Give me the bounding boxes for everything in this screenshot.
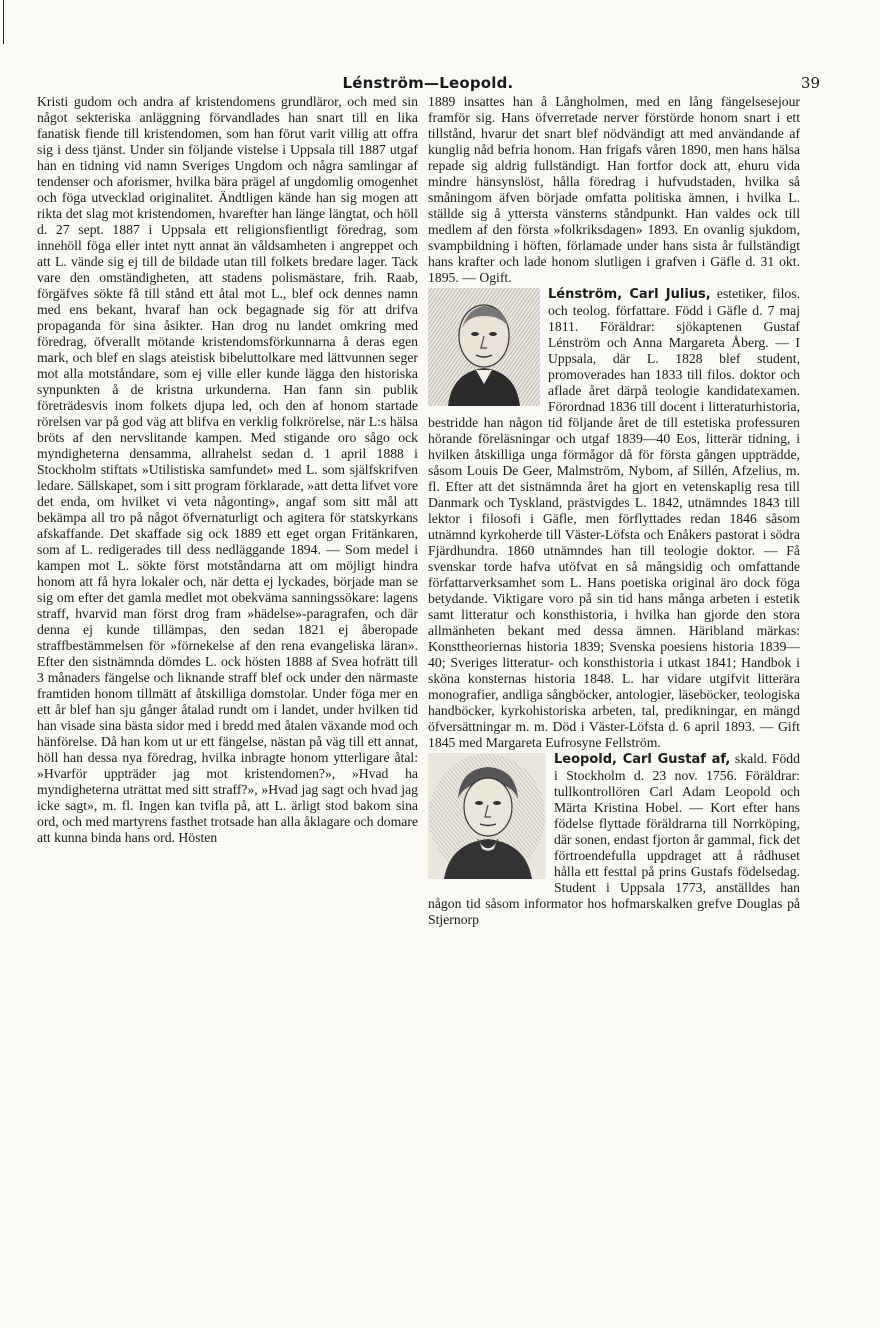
leopold-entry-text: skald. Född i Stockholm d. 23 nov. 1756. Föräldrar: tullkontrollören Carl Adam Leopold och Märta Kristina Hobel. — Kort efter hans födelse flyttade föräldrarna till Norrköping, där sonen, endast fjorton år gammal, fick det förtroendefulla uppdraget att å rådhuset hålla ett festtal på prins Gustafs födelsedag. Student i Uppsala 1773, anställdes han någon tid såsom informator hos hofmarskalken grefve Douglas på Stjernorp bbox=[428, 751, 800, 927]
lenstrom-entry-text: estetiker, filos. och teolog. författare. Född i Gäfle d. 7 maj 1811. Föräldrar: sjökaptenen Gustaf Lénström och Anna Margareta Åberg. — I Uppsala, där L. 1828 blef student, promoverades han 1833 till filos. doktor och aflade året därpå teologie kandidatexamen. Förordnad 1836 till docent i litteraturhistoria, bestridde han någon tid följande året de till estetiska professuren hörande föreläsningar och utgaf 1839—40 Eos, litterär tidning, i hvilken åtskilliga unga förmågor då för första gången uppträdde, såsom Louis De Geer, Malmström, Nybom, af Sillén, Afzelius, m. fl. Efter att det sistnämnda året ha gjort en vetenskaplig resa till Danmark och Tyskland, prästvigdes L. 1842, utnämndes 1843 till lektor i filosofi i Gäfle, men förflyttades redan 1846 såsom utnämnd kyrkoherde till Väster-Löfsta och Enåkers pastorat i södra Fjärdhundra. 1860 utnämndes han till teologie doktor. — Få svenskar torde hafva utöfvat en så mångsidig och omfattande författarverksamhet som L. Hans poetiska original äro dock föga betydande. Viktigare voro på sin tid hans många arbeten i estetik samt litteratur och konsthistoria, i hvilka han gjorde den stora allmänheten bekant med dessa ämnen. Häribland märkas: Konsttheoriernas historia 1839; Svenska poesiens historia 1839—40; Sveriges litteratur- och konsthistoria i utkast 1841; Handbok i sköna konsternas historia 1848. L. har vidare utgifvit litterära monografier, andliga sångböcker, antologier, läseböcker, teologiska handböcker, kyrkohistoriska arbeten, tal, predikningar, en mängd öfversättningar m. m. Död i Väster-Löfsta d. 6 april 1893. — Gift 1845 med Margareta Eufrosyne Fellström. bbox=[428, 286, 800, 750]
portrait-lenstrom-icon bbox=[428, 288, 540, 406]
left-column bbox=[37, 94, 418, 846]
lenstrom-entry-head: Lénström, Carl Julius, bbox=[548, 287, 711, 302]
left-column-text: Kristi gudom och andra af kristendomens grundläror, och med sin något sekteriska anläggning förvandlades han snart till en lika fanatisk fiende till kristendomen, som han förut varit villig att offra sig i dess tjänst. Under sin följande vistelse i Uppsala till 1887 utgaf han en tidning vid namn Sveriges Ungdom och några samlingar af tendenser och aforismer, hvilka bära prägel af ungdomlig omogenhet och föga utvecklad originalitet. Ändtligen kände han sig mogen att rikta det slag mot kristendomen, hvarefter han länge längtat, och höll d. 27 sept. 1887 i Uppsala ett religionsfientligt föredrag, som innehöll föga eller intet nytt annat än våldsamheten i angreppet och att L. vände sig ej till de bildade utan till folkets bredare lager. Tack vare den omständigheten, att stadens polismästare, frih. Raab, förgäfves sökte få till stånd ett åtal mot L., blef ock dennes namn med ens bekant, hvaraf han ock begagnade sig för att drifva propaganda för sina åsikter. Han drog nu landet omkring med föredrag, öfverallt mötande kristendomsförkunnarna å deras egen mark, och blef en slags ateistisk bibeluttolkare med lättvunnen seger mot alla motståndare, som ej ville eller kunde lägga den historiska synpunkten å de kristna urkunderna. Han fann sin publik företrädesvis inom folkets djupa led, och den af honom startade rörelsen var på god väg att blifva en verklig folkrörelse, när L:s hälsa bröts af den nervslitande kampen. Med stigande oro sågo ock myndigheterna densamma, allrahelst sedan d. 1 april 1888 i Stockholm stiftats »Utilistiska samfundet» med L. som själfskrifven ledare. Sällskapet, som i sitt program förklarade, »att detta lifvet vore det enda, om hvilket vi veta någonting», angaf som sitt mål att bekämpa all tro på något öfvernaturligt och agitera för statskyrkans afskaffande. Det skaffade sig ock 1889 ett eget organ Fritänkaren, som af L. redigerades till dess nedläggande 1894. — Som medel i kampen mot L. sökte först motståndarna att om möjligt hindra honom att få hyra lokaler och, när detta ej lyckades, började man se sig om efter det gamla medlet mot obekväma sanningssökare: lagens straff, hvarvid man först drog fram »hädelse»-paragrafen, och där denna ej kunde tillämpas, den sedan 1821 ej åberopade straffbestämmelsen för »förnekelse af den rena evangeliska läran». Efter den sistnämnda dömdes L. ock hösten 1888 af Svea hofrätt till 3 månaders fängelse och liknande straff blef ock under den närmaste framtiden honom tillmätt af åtskilliga domstolar. Under föga mer en ett år blef han sju gånger åtalad rundt om i landet, under hvilken tid han visade sina bästa sidor med i bredd med åtalen växande mod och hänförelse. Då han kom ut ur ett fängelse, nästan på väg till ett annat, höll han dessa nya föredrag, hvilka inbragte honom ytterligare åtal: »Hvarför uppträder jag mot kristendomen?», »Hvad ha myndigheterna uträttat med sitt straff?», »Hvad jag sagt och hvad jag icke sagt», m. fl. Ingen kan tvifla på, att L. ärligt stod bakom sina ord, och med martyrens fasthet trotsade han alla åklagare och domare att kunna binda hans ord. Hösten bbox=[37, 94, 418, 845]
portrait-leopold-icon bbox=[428, 753, 546, 879]
leopold-entry bbox=[428, 751, 800, 928]
running-title: Lénström—Leopold. bbox=[342, 74, 514, 92]
page-header bbox=[36, 74, 820, 94]
right-column bbox=[428, 94, 800, 928]
lenstrom-entry-continuation: 1889 insattes han å Långholmen, med en lång fängelsesejour framför sig. Hans öfverretade nerver förstörde honom snart i ett tillstånd, hvarur det snart blef nödvändigt att med användande af kunglig nåd befria honom. Han frigafs våren 1890, men hans hälsa repade sig aldrig fullständigt. Han fortfor dock att, ehuru vida mindre hänsynslöst, hålla föredrag i hufvudstaden, hvilka så småningom äfven började omfatta politiska ämnen, i hvilka L. ställde sig å yttersta vänsterns ståndpunkt. Han valdes ock till medlem af den första »folkriksdagen» 1893. En ovanlig sjukdom, svampbildning i höften, förlamade under hans sista år fullständigt hans krafter och lade honom slutligen i grafven i Gäfle d. 31 okt. 1895. — Ogift. bbox=[428, 94, 800, 285]
page-number: 39 bbox=[800, 74, 820, 92]
page-edge-line bbox=[3, 0, 4, 44]
lenstrom-entry bbox=[428, 286, 800, 751]
leopold-entry-head: Leopold, Carl Gustaf af, bbox=[554, 752, 731, 767]
